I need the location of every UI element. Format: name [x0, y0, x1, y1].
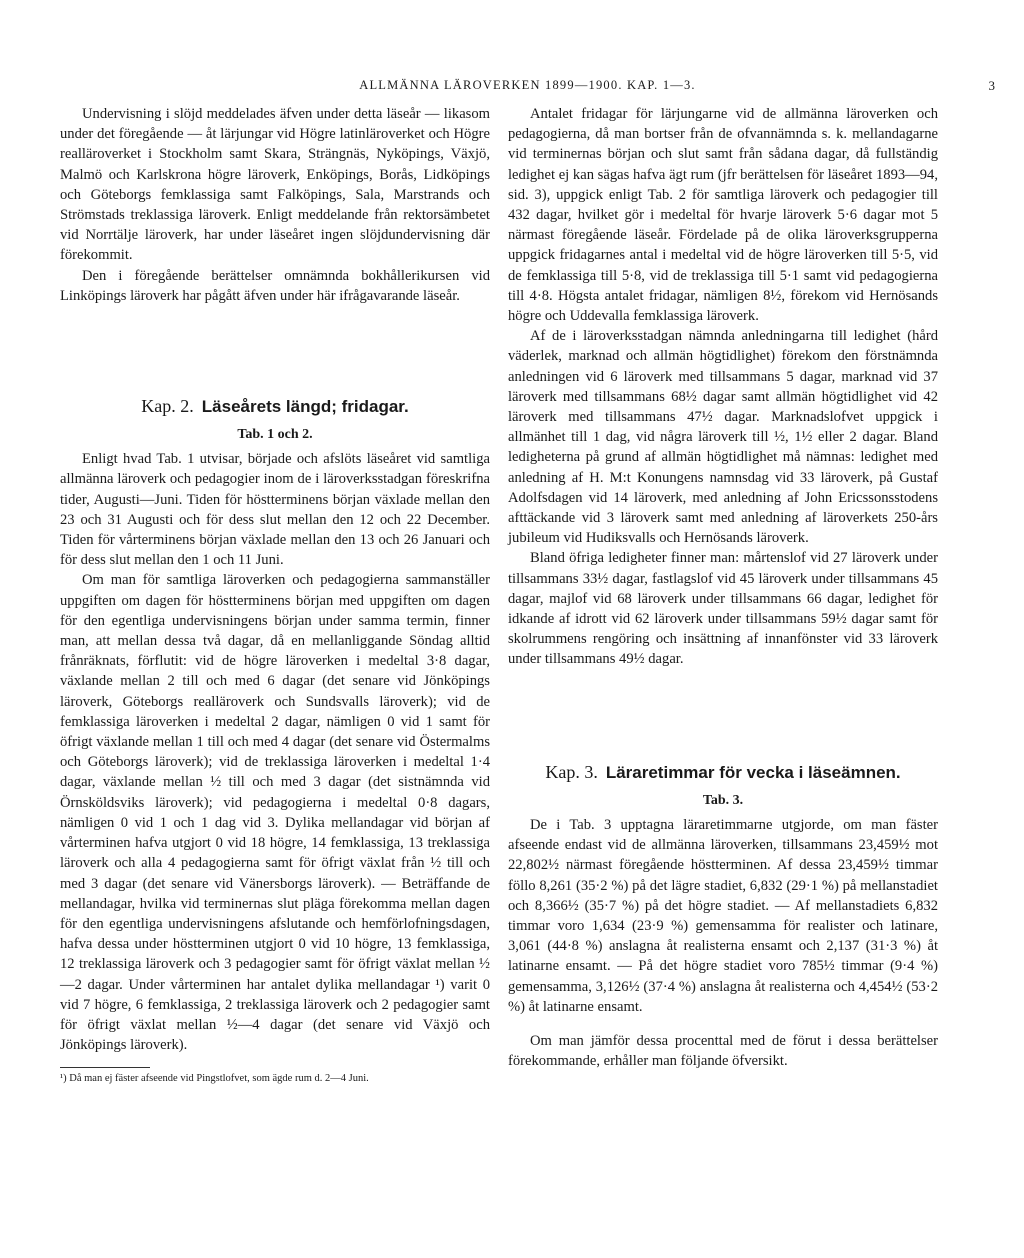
chapter-title: Läseårets längd; fridagar. — [201, 397, 409, 417]
left-column — [60, 104, 490, 1086]
running-title: ALLMÄNNA LÄROVERKEN 1899—1900. KAP. 1—3. — [359, 78, 696, 92]
right-column — [508, 104, 938, 1071]
spacer — [60, 306, 490, 354]
chapter-number: Kap. 2. — [141, 396, 194, 417]
paragraph-ledighet: Af de i läroverksstadgan nämnda anledningarna till ledighet (hård väderlek, marknad och allmän högtidlighet) förekom den förstnämnda anledningen vid 6 läroverk med tillsammans 5 dagar, marknad vid 37 läroverk med tillsammans 68½ dagar samt allmän högtidlighet vid 42 läroverk med tillsammans 47½ dagar. Marknadslofvet uppgick i allmänhet till 1 dag, vid några läroverk till ½, 1½ eller 2 dagar. Bland ledigheterna på grund af allmän högtidlighet må nämnas: ledighet med anledning af H. M:t Konungens namnsdag vid 33 läroverk, på Gustaf Adolfsdagen vid 14 läroverk, med anledning af John Ericssonsstodens afttäckande vid 3 läroverk samt med anledning af läroverkets 250-års jubileum vid Hudiksvalls och Hernösands läroverk. — [508, 328, 938, 547]
footnote-divider — [60, 1067, 150, 1068]
footnote: ¹) Då man ej fäster afseende vid Pingstlofvet, som ägde rum d. 2—4 Juni. — [60, 1073, 369, 1085]
paragraph-mellandagar: Om man för samtliga läroverken och pedagogierna sammanställer uppgiften om dagen för höstterminens början med uppgiften om dagen för den egentliga undervisningens början under samma termin, finner man, att mellan dessa två dagar, då en mellanliggande Söndag alltid frånräknats, förflutit: vid de högre läroverken i medeltal 3·8 dagar, växlande mellan 2 till och med 6 dagar (det senare vid Jönköpings läroverk, Göteborgs realläroverk och Sundsvalls läroverk); vid de femklassiga läroverken i medeltal 2 dagar, nämligen 0 vid 1 samt för öfrigt växlande mellan 1 till och med 4 dagar (det senare vid Östermalms och Göteborgs läroverk); vid de treklassiga läroverken i medeltal 1·4 dagar, växlande mellan ½ till och med 3 dagar (det sistnämnda vid Örnsköldsviks läroverk); vid pedagogierna i medeltal 0·8 dagars, nämligen 0 vid 1 och 1 dag vid 3. Dylika mellandagar vid början af vårterminen hafva utgjort 0 vid 18 högre, 14 femklassiga, 13 treklassiga läroverk och alla 4 pedagogierna samt för öfrigt växlat från ½ till och med 3 dagar (det senare vid Vänersborgs läroverk). — Beträffande de mellandagar, hvilka vid terminernas slut pläga förekomma mellan dagen för den egentliga undervisningens afslutande och hemförlofningsdagen, hafva dessa under höstterminen utgjort 0 vid 10 högre, 13 femklassiga, 12 treklassiga läroverk och 3 pedagogier samt för öfrigt växlat mellan ½—2 dagar. Under vårterminen har antalet dylika mellandagar ¹) varit 0 vid 7 högre, 6 femklassiga, 2 treklassiga läroverk och 2 pedagogier samt för öfrigt växlat mellan ½—4 dagar (det senare vid Växjö och Jönköpings läroverk). — [60, 572, 490, 1054]
paragraph-lasear: Enligt hvad Tab. 1 utvisar, började och afslöts läseåret vid samtliga allmänna läroverk och pedagogier inom de i läroverksstadgan föreskrifna tider, Augusti—Juni. Tiden för höstterminens början växlade mellan den 23 och 31 Augusti och för dess slut mellan den 12 och 22 December. Tiden för vårterminens början växlade mellan den 13 och 26 Januari och för dess slut mellan den 1 och 11 Juni. — [60, 451, 490, 569]
page-number: 3 — [988, 78, 995, 93]
spacer — [508, 670, 938, 720]
running-header — [60, 78, 995, 98]
paragraph-bokhalleri: Den i föregående berättelser omnämnda bokhållerikursen vid Linköpings läroverk har pågått äfven under här ifrågavarande läseår. — [60, 267, 490, 304]
paragraph-oversikt: Om man jämför dessa procenttal med de förut i dessa berättelser förekommande, erhåller man följande öfversikt. — [508, 1032, 938, 1070]
paragraph-fridagar: Antalet fridagar för lärjungarne vid de allmänna läroverken och pedagogierna, då man bortser från de ofvannämnda s. k. mellandagarne vid terminernas början och slut samt från sådana dagar, då fullständig ledighet ej kan sägas hafva ägt rum (jfr berättelsen för läseåret 1893—94, sid. 3), uppgick enligt Tab. 2 för samtliga läroverk och pedagogier till 432 dagar, hvilket gör i medeltal för hvarje läroverk 5·6 dagar mot 5 närmast föregående läseår. Fördelade på de olika läroverksgrupperna uppgick fridagarnes antal i medeltal vid de högre läroverken till 5·5, vid de femklassiga till 5·8, vid de treklassiga till 5·1 samt vid pedagogierna till 4·8. Högsta antalet fridagar, nämligen 8½, förekom vid Hernösands högre och Uddevalla femklassiga läroverk. — [508, 106, 938, 325]
chapter-number: Kap. 3. — [545, 761, 598, 782]
table-reference-heading: Tab. 3. — [702, 792, 744, 808]
paragraph-ovriga: Bland öfriga ledigheter finner man: mårtenslof vid 27 läroverk under tillsammans 33½ dagar, fastlagslof vid 45 läroverk under tillsammans 45 dagar, majlof vid 68 läroverk under tillsammans 66 dagar, ledighet för idkande af idrott vid 62 läroverk under tillsammans 59½ dagar samt för skolrummens rengöring och insättning af innanfönster vid 33 läroverk under tillsammans 49½ dagar. — [508, 550, 938, 668]
chapter-2-heading — [60, 394, 490, 419]
paragraph-slojd: Undervisning i slöjd meddelades äfven under detta läseår — likasom under det föregående — åt lärjungar vid Högre latinläroverket och Högre realläroverket i Stockholm samt Skara, Strängnäs, Nyköpings, Växjö, Malmö och Karlskrona högre läroverk, Enköpings, Borås, Lidköpings och Göteborgs femklassiga samt Falköpings, Sala, Marstrands och Strömstads treklassiga läroverk. Enligt meddelande från rektorsämbetet vid Norrtälje läroverk, har under läseåret ingen slöjdundervisning där förekommit. — [60, 106, 490, 264]
paragraph-lararetimmar: De i Tab. 3 upptagna läraretimmarne utgjorde, om man fäster afseende endast vid de allmänna läroverken, tillsammans 23,459½ mot 22,802½ närmast föregående höstterminen. Af dessa 23,459½ timmar föllo 8,261 (35·2 %) på det lägre stadiet, 6,832 (29·1 %) på mellanstadiet och 8,366½ (35·7 %) på det högre stadiet. — Af mellanstadiets 6,832 timmar voro 1,634 (23·9 %) gemensamma för realister och latinare, 3,061 (44·8 %) anslagna åt realisterna ensamt och 2,137 (31·3 %) åt latinarne ensamt. — På det högre stadiet voro 785½ timmar (9·4 %) gemensamma, 3,126½ (37·4 %) anslagna åt realisterna och 4,454½ (53·2 %) åt latinarne ensamt. — [508, 816, 938, 1015]
chapter-3-heading — [508, 760, 938, 785]
table-reference-heading: Tab. 1 och 2. — [237, 427, 313, 443]
chapter-title: Läraretimmar för vecka i läseämnen. — [605, 762, 901, 782]
